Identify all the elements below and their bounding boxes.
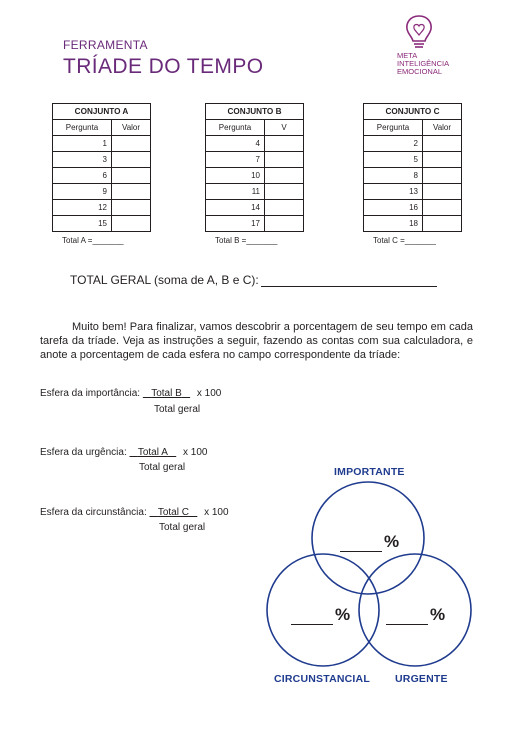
set-c-value-cell[interactable] [423,184,462,200]
formula-urgencia-denominator: Total geral [139,462,186,473]
total-geral-label: TOTAL GERAL (soma de A, B e C): [70,273,259,287]
table-row [206,184,304,200]
percent-urgente: % [386,605,445,625]
set-a-value-cell[interactable] [112,168,151,184]
set-b-question: 10 [206,168,265,184]
brand-logo [393,14,463,76]
formula-importancia-numerator: Total B [151,388,182,399]
percent-circunstancial: % [291,605,350,625]
percent-importante-field[interactable] [340,537,382,552]
logo-text-3: EMOCIONAL [397,67,443,76]
table-row [53,152,151,168]
set-a-value-cell[interactable] [112,216,151,232]
set-c-question: 8 [364,168,423,184]
formula-urgencia-label: Esfera da urgência: [40,447,127,458]
table-row [206,136,304,152]
set-b-question: 4 [206,136,265,152]
table-row [53,168,151,184]
set-b-table [205,103,304,232]
formula-importancia-multiplier: x 100 [196,388,222,399]
logo-text-2: INTELIGÊNCIA [397,59,450,68]
table-row [364,152,462,168]
set-b-value-cell[interactable] [265,168,304,184]
set-a-value-cell[interactable] [112,136,151,152]
set-a-question: 6 [53,168,112,184]
instructions-text: Muito bem! Para finalizar, vamos descobrir a porcentagem de seu tempo em cada tarefa da tríade. Veja as instruções a seguir, fazendo as contas com sua calculadora, e anote a porcentagem de cada esfera no campo correspondente da tríade: [40,321,473,361]
set-c-col-valor: Valor [423,120,462,136]
table-row [206,168,304,184]
formula-importancia-label: Esfera da importância: [40,388,141,399]
set-a-question: 15 [53,216,112,232]
set-a-table [52,103,151,232]
set-b-col-pergunta: Pergunta [206,120,265,136]
set-a-question: 3 [53,152,112,168]
table-row [206,152,304,168]
set-a-col-pergunta: Pergunta [53,120,112,136]
set-a-total: Total A =_______ [62,236,124,245]
formula-circunstancia-multiplier: x 100 [204,507,229,518]
total-geral-field[interactable] [261,274,437,287]
triad-diagram [262,478,472,678]
formula-urgencia-numerator: Total A [137,447,168,458]
formula-importancia [40,388,221,399]
total-geral-row [70,273,437,287]
table-row [206,200,304,216]
set-a-title: CONJUNTO A [53,104,151,120]
set-b-total: Total B =_______ [215,236,278,245]
set-c-question: 5 [364,152,423,168]
set-a-col-valor: Valor [112,120,151,136]
set-a-value-cell[interactable] [112,152,151,168]
set-c-title: CONJUNTO C [364,104,462,120]
set-c-total: Total C =_______ [373,236,436,245]
table-row [364,184,462,200]
formula-circunstancia [40,507,229,518]
formula-urgencia [40,447,207,458]
set-c-value-cell[interactable] [423,216,462,232]
formula-urgencia-multiplier: x 100 [183,447,208,458]
set-b-value-cell[interactable] [265,216,304,232]
table-row [364,200,462,216]
formula-circunstancia-label: Esfera da circunstância: [40,507,147,518]
set-b-title: CONJUNTO B [206,104,304,120]
set-b-value-cell[interactable] [265,184,304,200]
set-b-value-cell[interactable] [265,152,304,168]
set-a-value-cell[interactable] [112,200,151,216]
table-row [53,184,151,200]
set-c-value-cell[interactable] [423,168,462,184]
set-c-question: 16 [364,200,423,216]
set-a-question: 9 [53,184,112,200]
set-c-col-pergunta: Pergunta [364,120,423,136]
set-b-question: 11 [206,184,265,200]
triad-label-importante: IMPORTANTE [334,466,405,478]
percent-importante: % [340,532,399,552]
set-a-question: 12 [53,200,112,216]
formula-circunstancia-denominator: Total geral [159,522,206,533]
table-row [364,168,462,184]
set-c-value-cell[interactable] [423,200,462,216]
set-c-table [363,103,462,232]
set-b-value-cell[interactable] [265,136,304,152]
triad-label-circunstancial: CIRCUNSTANCIAL [274,673,370,685]
set-a-value-cell[interactable] [112,184,151,200]
logo-text-1: META [397,51,418,60]
set-b-question: 14 [206,200,265,216]
table-row [364,136,462,152]
percent-urgente-field[interactable] [386,610,428,625]
set-c-question: 2 [364,136,423,152]
table-row [53,200,151,216]
percent-circunstancial-field[interactable] [291,610,333,625]
instructions-paragraph [40,320,473,362]
table-row [53,136,151,152]
table-row [206,216,304,232]
set-c-value-cell[interactable] [423,136,462,152]
set-c-question: 18 [364,216,423,232]
triad-label-urgente: URGENTE [395,673,448,685]
set-c-question: 13 [364,184,423,200]
set-a-question: 1 [53,136,112,152]
set-b-question: 7 [206,152,265,168]
set-c-value-cell[interactable] [423,152,462,168]
set-b-col-valor: V [265,120,304,136]
table-row [364,216,462,232]
table-row [53,216,151,232]
set-b-question: 17 [206,216,265,232]
lightbulb-heart-icon [403,14,435,52]
set-b-value-cell[interactable] [265,200,304,216]
page-title: TRÍADE DO TEMPO [63,55,264,78]
formula-circunstancia-numerator: Total C [157,507,189,518]
tool-kicker: FERRAMENTA [63,38,148,52]
formula-importancia-denominator: Total geral [154,404,201,415]
